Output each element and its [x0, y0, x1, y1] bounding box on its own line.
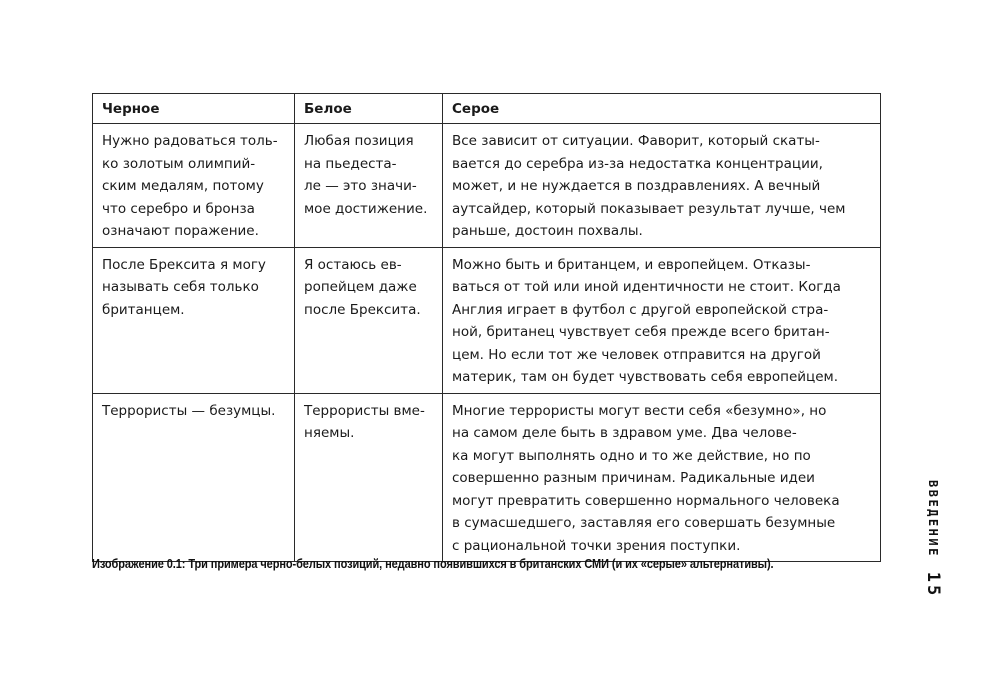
cell-white	[295, 247, 443, 393]
cell-line: означают поражение.	[102, 223, 259, 239]
cell-grey	[443, 124, 881, 248]
cell-line: совершенно разным причинам. Радикальные идеи	[452, 470, 815, 486]
cell-white	[295, 124, 443, 248]
cell-line: с рациональной точки зрения поступки.	[452, 537, 741, 554]
cell-white	[295, 393, 443, 562]
cell-line: ским медалям, потому	[102, 178, 264, 194]
cell-line: вается до серебра из-за недостатка концентрации,	[452, 155, 823, 172]
cell-line: мое достижение.	[304, 200, 428, 217]
section-title: ВВЕДЕНИЕ	[926, 480, 941, 558]
cell-line: называть себя только	[102, 279, 259, 295]
cell-grey	[443, 393, 881, 562]
table-row	[93, 124, 881, 248]
cell-line: Нужно радоваться толь-	[102, 133, 278, 149]
cell-grey	[443, 247, 881, 393]
cell-line: на самом деле быть в здравом уме. Два челове-	[452, 425, 797, 441]
cell-line: Многие террористы могут вести себя «безумно», но	[452, 402, 827, 419]
page-number: 15	[923, 571, 944, 599]
cell-line: ваться от той или иной идентичности не стоит. Когда	[452, 279, 841, 295]
header-white: Белое	[295, 94, 443, 124]
cell-line: цем. Но если тот же человек отправится на другой	[452, 346, 821, 363]
cell-line: няемы.	[304, 425, 355, 441]
comparison-table-container	[92, 93, 880, 562]
cell-line: могут превратить совершенно нормального человека	[452, 492, 840, 509]
table-row	[93, 393, 881, 562]
cell-line: Англия играет в футбол с другой европейской стра-	[452, 301, 829, 318]
cell-black	[93, 124, 295, 248]
comparison-table	[92, 93, 881, 562]
cell-black	[93, 247, 295, 393]
cell-line: что серебро и бронза	[102, 200, 255, 217]
table-row	[93, 247, 881, 393]
cell-line: Все зависит от ситуации. Фаворит, который скаты-	[452, 133, 820, 149]
cell-line: аутсайдер, который показывает результат лучше, чем	[452, 200, 846, 217]
cell-line: ной, британец чувствует себя прежде всего британ-	[452, 324, 830, 340]
cell-line: ко золотым олимпий-	[102, 155, 256, 172]
running-header-rotated	[922, 480, 947, 598]
cell-black	[93, 393, 295, 562]
cell-line: британцем.	[102, 301, 185, 318]
cell-line: Я остаюсь ев-	[304, 256, 402, 273]
cell-line: Террористы — безумцы.	[102, 402, 276, 419]
table-header-row	[93, 94, 881, 124]
cell-line: может, и не нуждается в поздравлениях. А вечный	[452, 178, 821, 194]
cell-line: на пьедеста-	[304, 155, 397, 172]
cell-line: Любая позиция	[304, 133, 414, 149]
header-grey: Серое	[443, 94, 881, 124]
cell-line: ле — это значи-	[304, 178, 417, 194]
cell-line: ропейцем даже	[304, 279, 417, 295]
cell-line: в сумасшедшего, заставляя его совершать безумные	[452, 515, 836, 531]
running-header	[922, 480, 946, 599]
cell-line: Террористы вме-	[304, 402, 425, 419]
cell-line: После Брексита я могу	[102, 256, 266, 273]
cell-line: после Брексита.	[304, 301, 421, 318]
cell-line: материк, там он будет чувствовать себя европейцем.	[452, 369, 839, 385]
cell-line: раньше, достоин похвалы.	[452, 223, 643, 239]
header-black: Черное	[93, 94, 295, 124]
cell-line: ка могут выполнять одно и то же действие, но по	[452, 447, 811, 464]
cell-line: Можно быть и британцем, и европейцем. Отказы-	[452, 256, 811, 273]
figure-caption: Изображение 0.1: Три примера черно-белых позиций, недавно появившихся в британских СМИ (и их «серые» альтернативы).	[92, 557, 774, 571]
